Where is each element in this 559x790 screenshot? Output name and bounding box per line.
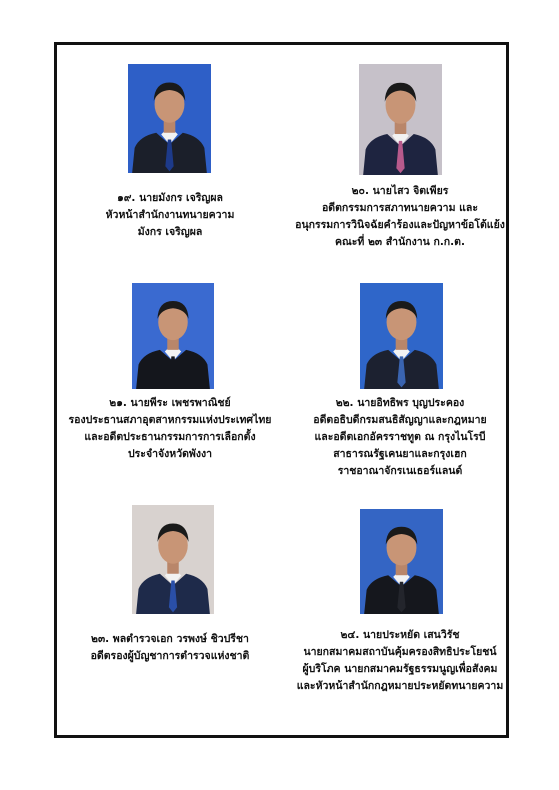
- caption-line: อดีตอธิบดีกรมสนธิสัญญาและกฎหมาย: [313, 414, 487, 426]
- caption-line: ผู้บริโภค นายกสมาคมรัฐธรรมนูญเพื่อสังคม: [302, 663, 498, 675]
- caption-22: [280, 395, 520, 480]
- caption-line: ๒๑. นายพีระ เพชรพาณิชย์: [109, 397, 231, 409]
- caption-line: และอดีตเอกอัครราชทูต ณ กรุงไนโรบี: [314, 431, 486, 443]
- caption-23: [50, 631, 290, 665]
- portrait-photo-24: [360, 509, 443, 614]
- portrait-photo-23: [132, 505, 214, 614]
- caption-line: ๑๙. นายมังกร เจริญผล: [117, 192, 223, 204]
- caption-line: หัวหน้าสำนักงานทนายความ: [105, 209, 235, 221]
- caption-line: ประจำจังหวัดพังงา: [128, 448, 212, 460]
- caption-line: อนุกรรมการวินิจฉัยคำร้องและปัญหาข้อโต้แย้ง: [295, 219, 505, 231]
- caption-20: [280, 183, 520, 251]
- caption-19: [50, 190, 290, 241]
- portrait-photo-19: [128, 64, 211, 173]
- caption-line: นายกสมาคมสถาบันคุ้มครองสิทธิประโยชน์: [303, 646, 497, 658]
- caption-line: รองประธานสภาอุตสาหกรรมแห่งประเทศไทย: [68, 414, 272, 426]
- caption-line: ๒๔. นายประหยัด เสนวิรัช: [340, 629, 460, 641]
- caption-line: อดีตรองผู้บัญชาการตำรวจแห่งชาติ: [90, 650, 250, 662]
- portrait-photo-22: [360, 283, 443, 389]
- caption-line: ๒๒. นายอิทธิพร บุญประคอง: [335, 397, 465, 409]
- caption-line: และหัวหน้าสำนักกฎหมายประหยัดทนายความ: [296, 680, 504, 692]
- caption-line: คณะที่ ๒๓ สำนักงาน ก.ก.ต.: [335, 236, 465, 248]
- caption-line: ราชอาณาจักรเนเธอร์แลนด์: [337, 465, 463, 477]
- caption-24: [280, 627, 520, 695]
- portrait-photo-20: [359, 64, 442, 175]
- caption-line: มังกร เจริญผล: [137, 226, 203, 238]
- caption-line: และอดีตประธานกรรมการการเลือกตั้ง: [84, 431, 256, 443]
- caption-21: [50, 395, 290, 463]
- caption-line: ๒๐. นายไสว จิตเพียร: [351, 185, 449, 197]
- caption-line: ๒๓. พลตำรวจเอก วรพงษ์ ชิวปรีชา: [91, 633, 249, 645]
- portrait-photo-21: [132, 283, 214, 389]
- caption-line: สาธารณรัฐเคนยาและกรุงเฮก: [333, 448, 467, 460]
- caption-line: อดีตกรรมการสภาทนายความ และ: [321, 202, 478, 214]
